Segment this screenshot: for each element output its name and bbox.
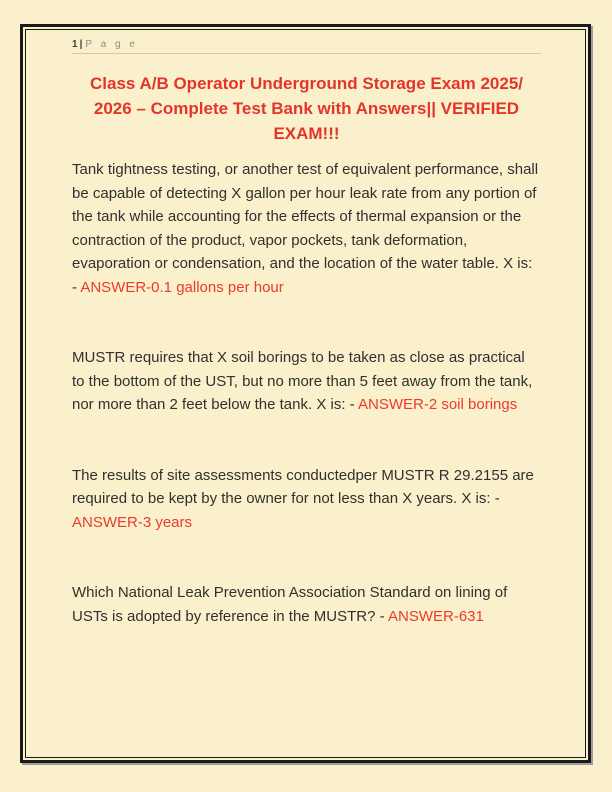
question-paragraph-4	[72, 581, 541, 628]
page-border-frame	[20, 24, 591, 763]
answer-text: ANSWER-3 years	[72, 513, 193, 531]
answer-text: ANSWER-2 soil borings	[358, 396, 518, 413]
question-text: The results of site assessments conductedper MUSTR R 29.2155 are required to be kept by the owner for not less than X years. X is: -	[72, 466, 534, 507]
question-paragraph-3	[72, 464, 541, 535]
page-label: P a g e	[85, 39, 138, 50]
question-text: MUSTR requires that X soil borings to be taken as close as practical to the bottom of the UST, but no more than 5 feet away from the tank, nor more than 2 feet below the tank. X is: -	[72, 349, 533, 413]
page-number: 1	[72, 39, 78, 50]
header-rule	[72, 53, 541, 54]
question-paragraph-2	[72, 346, 541, 417]
answer-text: ANSWER-0.1 gallons per hour	[80, 278, 284, 296]
page-header	[72, 39, 541, 50]
question-paragraph-1	[72, 158, 541, 299]
question-text: Tank tightness testing, or another test of equivalent performance, shall be capable of detecting X gallon per hour leak rate from any portion of the tank while accounting for the effects of thermal expansion or the contraction of the product, vapor pockets, tank deformation, evaporation or condensation, and the location of the water table. X is: -	[72, 161, 539, 296]
page-number-divider: |	[79, 39, 83, 50]
answer-text: ANSWER-631	[387, 607, 484, 625]
document-title: Class A/B Operator Underground Storage Exam 2025/ 2026 – Complete Test Bank with Answers|| VERIFIED EXAM!!!	[90, 74, 523, 143]
question-text: Which National Leak Prevention Association Standard on lining of USTs is adopted by reference in the MUSTR? -	[72, 584, 508, 625]
page-border-inner-line	[25, 29, 586, 758]
page-content	[26, 30, 585, 757]
